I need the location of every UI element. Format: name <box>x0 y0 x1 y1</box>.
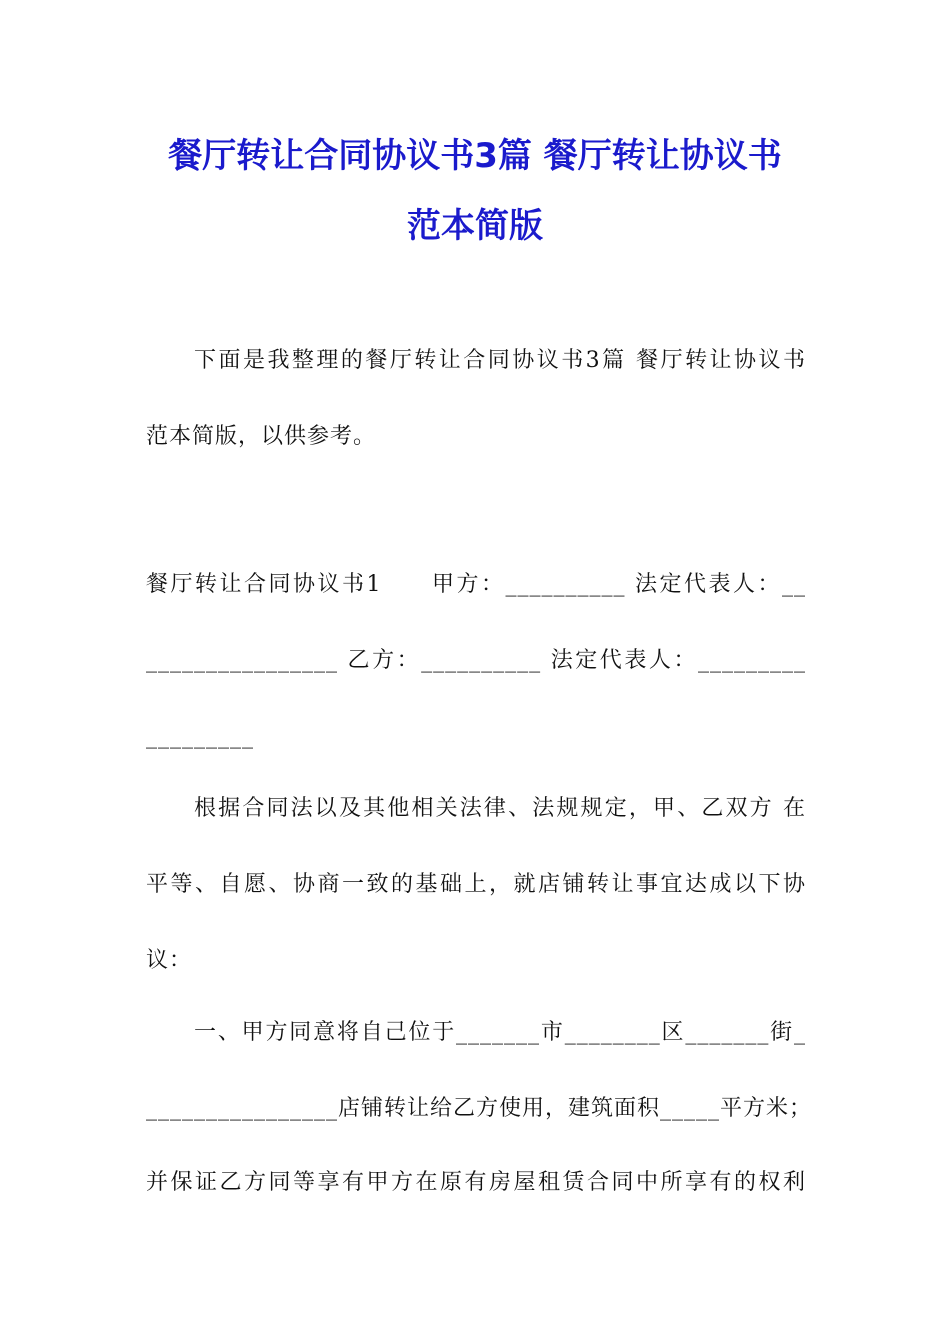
document-title-line-2: 范本简版 <box>407 206 543 246</box>
preamble-line-2: 平等、自愿、协商一致的基础上，就店铺转让事宜达成以下协 <box>146 872 806 897</box>
clause-1-line-2: ________________店铺转让给乙方使用，建筑面积_____平方米； <box>146 1096 813 1121</box>
clause-1-line-1: 一、甲方同意将自己位于_______市________区_______街_ <box>194 1020 806 1045</box>
parties-line-3: _________ <box>146 724 254 749</box>
parties-line-2: ________________ 乙方：__________ 法定代表人：_________ <box>146 648 806 673</box>
preamble-line-1: 根据合同法以及其他相关法律、法规规定，甲、乙双方 在 <box>194 796 806 821</box>
document-title-line-1: 餐厅转让合同协议书3篇 餐厅转让协议书 <box>168 136 782 176</box>
intro-line-2: 范本简版，以供参考。 <box>146 424 377 449</box>
clause-1-line-3: 并保证乙方同等享有甲方在原有房屋租赁合同中所享有的权利 <box>146 1170 806 1195</box>
preamble-line-3: 议： <box>146 948 193 973</box>
intro-line-1: 下面是我整理的餐厅转让合同协议书3篇 餐厅转让协议书 <box>194 348 806 373</box>
parties-line-1: 餐厅转让合同协议书1 甲方：__________ 法定代表人：__ <box>146 572 806 597</box>
